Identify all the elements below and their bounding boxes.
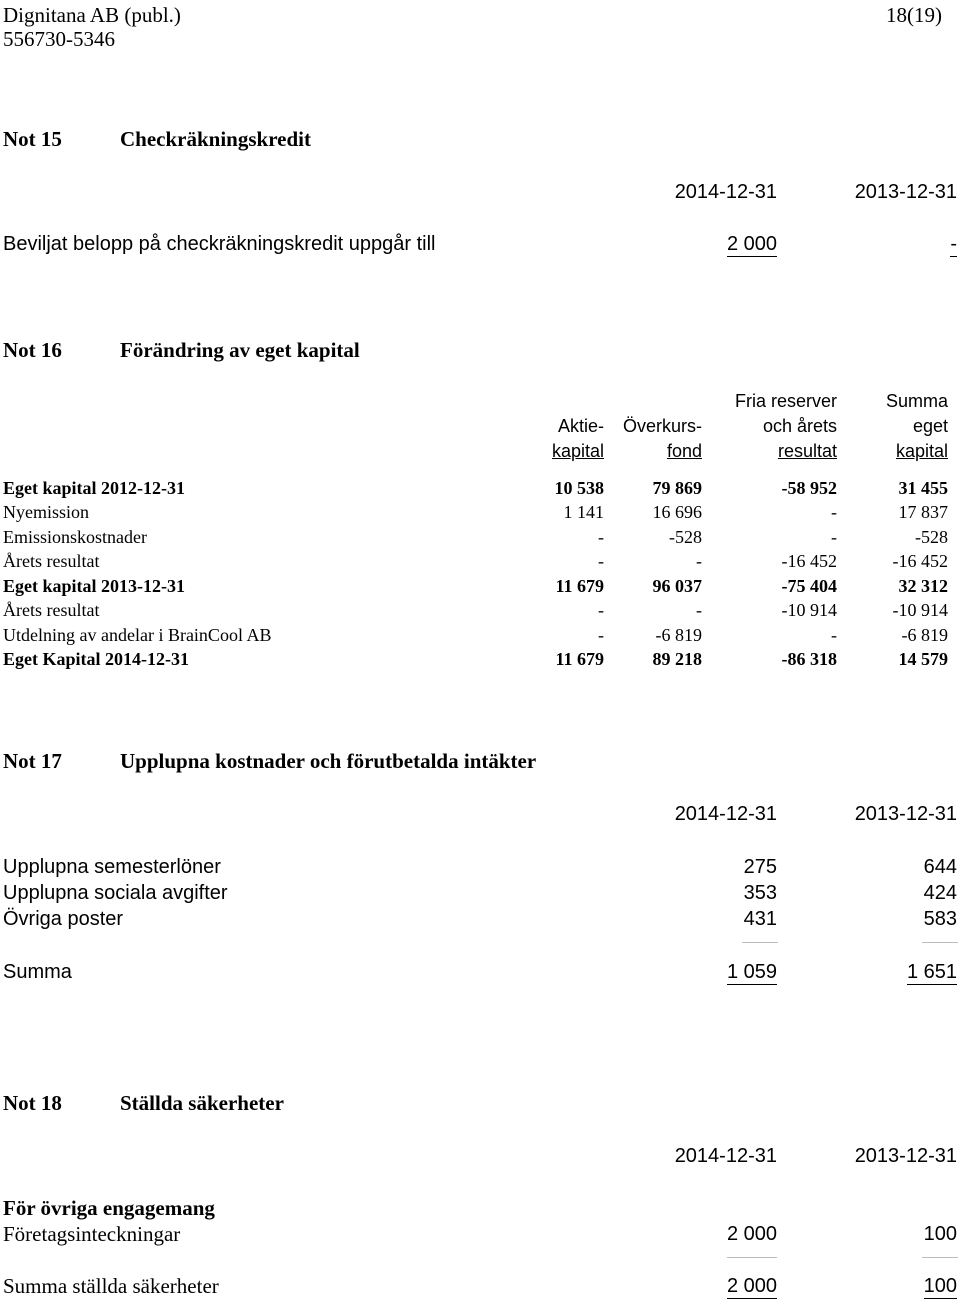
overkursfond-value: 89 218 xyxy=(652,649,702,669)
aktiekapital-value: - xyxy=(598,600,604,620)
note-15-value-2013: - xyxy=(950,233,957,255)
summa-value: 32 312 xyxy=(898,576,948,596)
aktiekapital-value: 11 679 xyxy=(555,649,604,669)
aktiekapital-value: - xyxy=(598,527,604,547)
summa-value: 31 455 xyxy=(898,478,948,498)
subtotal-rule xyxy=(742,942,778,943)
note-18-value-2013: 100 xyxy=(923,1223,957,1245)
col-header-aktie-line2: kapital xyxy=(551,441,604,461)
fria-reserver-value: -58 952 xyxy=(781,478,837,498)
col-header-aktie-line1: Aktie- xyxy=(557,416,604,436)
aktiekapital-value: 10 538 xyxy=(554,478,604,498)
row-label: Årets resultat xyxy=(3,551,100,571)
aktiekapital-value: - xyxy=(598,551,604,571)
summa-value: -16 452 xyxy=(892,551,948,571)
fria-reserver-value: -16 452 xyxy=(781,551,837,571)
row-label: Upplupna semesterlöner xyxy=(3,856,221,878)
note-17-label: Not 17 xyxy=(3,749,62,773)
note-18-total-2014: 2 000 xyxy=(726,1275,777,1297)
note-17-col-2014: 2014-12-31 xyxy=(674,803,777,825)
col-header-summa-line1: Summa xyxy=(885,391,948,411)
row-label: Upplupna sociala avgifter xyxy=(3,882,228,904)
note-18-title: Ställda säkerheter xyxy=(120,1091,284,1115)
note-17-row xyxy=(0,856,960,882)
aktiekapital-value: 11 679 xyxy=(555,576,604,596)
row-label: Övriga poster xyxy=(3,908,124,930)
note-18-label: Not 18 xyxy=(3,1091,62,1115)
subtotal-rule xyxy=(922,942,958,943)
note-17-total-2014: 1 059 xyxy=(726,961,777,983)
col-header-overkurs-line2: fond xyxy=(666,441,702,461)
value-2014: 431 xyxy=(743,908,777,930)
summa-value: -528 xyxy=(915,527,948,547)
col-header-summa xyxy=(886,389,948,464)
row-label: Eget Kapital 2014-12-31 xyxy=(3,649,189,669)
row-label: Nyemission xyxy=(3,502,90,522)
fria-reserver-value: - xyxy=(831,502,837,522)
row-label: Utdelning av andelar i BrainCool AB xyxy=(3,625,272,645)
equity-row xyxy=(0,478,960,502)
fria-reserver-value: - xyxy=(831,527,837,547)
subtotal-rule xyxy=(922,1257,958,1258)
subtotal-rule xyxy=(727,1257,777,1258)
fria-reserver-value: - xyxy=(831,625,837,645)
fria-reserver-value: -86 318 xyxy=(781,649,837,669)
equity-row xyxy=(0,527,960,551)
equity-row xyxy=(0,576,960,600)
equity-row xyxy=(0,600,960,624)
summa-value: 17 837 xyxy=(898,502,948,522)
note-18-col-2014: 2014-12-31 xyxy=(674,1145,777,1167)
col-header-overkursfond xyxy=(623,414,702,464)
note-15-title: Checkräkningskredit xyxy=(120,127,311,151)
note-18-subheading: För övriga engagemang xyxy=(3,1196,215,1220)
row-label: Eget kapital 2013-12-31 xyxy=(3,576,185,596)
overkursfond-value: 96 037 xyxy=(652,576,702,596)
org-number: 556730-5346 xyxy=(3,27,115,51)
note-18-row-label: Företagsinteckningar xyxy=(3,1222,181,1246)
fria-reserver-value: -75 404 xyxy=(781,576,837,596)
col-header-fria-line2: och årets xyxy=(762,416,837,436)
aktiekapital-value: 1 141 xyxy=(563,502,604,522)
note-17-col-2013: 2013-12-31 xyxy=(854,803,957,825)
value-2014: 353 xyxy=(743,882,777,904)
overkursfond-value: 16 696 xyxy=(652,502,702,522)
summa-value: 14 579 xyxy=(898,649,948,669)
col-header-fria-line3: resultat xyxy=(777,441,837,461)
fria-reserver-value: -10 914 xyxy=(781,600,837,620)
note-18-col-2013: 2013-12-31 xyxy=(854,1145,957,1167)
note-16-title: Förändring av eget kapital xyxy=(120,338,360,362)
note-18-value-2014: 2 000 xyxy=(726,1223,777,1245)
aktiekapital-value: - xyxy=(598,625,604,645)
row-label: Emissionskostnader xyxy=(3,527,147,547)
page-number: 18(19) xyxy=(886,3,942,27)
note-17-total-label: Summa xyxy=(3,961,72,983)
value-2014: 275 xyxy=(743,856,777,878)
equity-row xyxy=(0,649,960,673)
note-17-title: Upplupna kostnader och förutbetalda intäkter xyxy=(120,749,537,773)
col-header-fria-line1: Fria reserver xyxy=(734,391,837,411)
row-label: Eget kapital 2012-12-31 xyxy=(3,478,185,498)
equity-row xyxy=(0,502,960,526)
overkursfond-value: -6 819 xyxy=(655,625,702,645)
note-15-value-2014: 2 000 xyxy=(726,233,777,255)
note-17-row xyxy=(0,908,960,934)
note-16-label: Not 16 xyxy=(3,338,62,362)
note-15-label: Not 15 xyxy=(3,127,62,151)
overkursfond-value: 79 869 xyxy=(652,478,702,498)
note-15-col-2013: 2013-12-31 xyxy=(854,181,957,203)
col-header-summa-line2: eget xyxy=(912,416,948,436)
equity-row xyxy=(0,551,960,575)
row-label: Årets resultat xyxy=(3,600,100,620)
overkursfond-value: - xyxy=(696,551,702,571)
summa-value: -6 819 xyxy=(901,625,948,645)
note-18-total-2013: 100 xyxy=(923,1275,957,1297)
equity-row xyxy=(0,625,960,649)
company-name: Dignitana AB (publ.) xyxy=(3,3,181,27)
note-17-row xyxy=(0,882,960,908)
overkursfond-value: -528 xyxy=(669,527,702,547)
note-15-row-label: Beviljat belopp på checkräkningskredit uppgår till xyxy=(3,233,436,255)
col-header-overkurs-line1: Överkurs- xyxy=(622,416,702,436)
note-17-total-2013: 1 651 xyxy=(906,961,957,983)
value-2013: 644 xyxy=(923,856,957,878)
note-18-total-label: Summa ställda säkerheter xyxy=(3,1274,219,1298)
col-header-fria-reserver xyxy=(735,389,837,464)
col-header-aktiekapital xyxy=(552,414,604,464)
summa-value: -10 914 xyxy=(892,600,948,620)
overkursfond-value: - xyxy=(696,600,702,620)
col-header-summa-line3: kapital xyxy=(895,441,948,461)
value-2013: 583 xyxy=(923,908,957,930)
value-2013: 424 xyxy=(923,882,957,904)
note-15-col-2014: 2014-12-31 xyxy=(674,181,777,203)
